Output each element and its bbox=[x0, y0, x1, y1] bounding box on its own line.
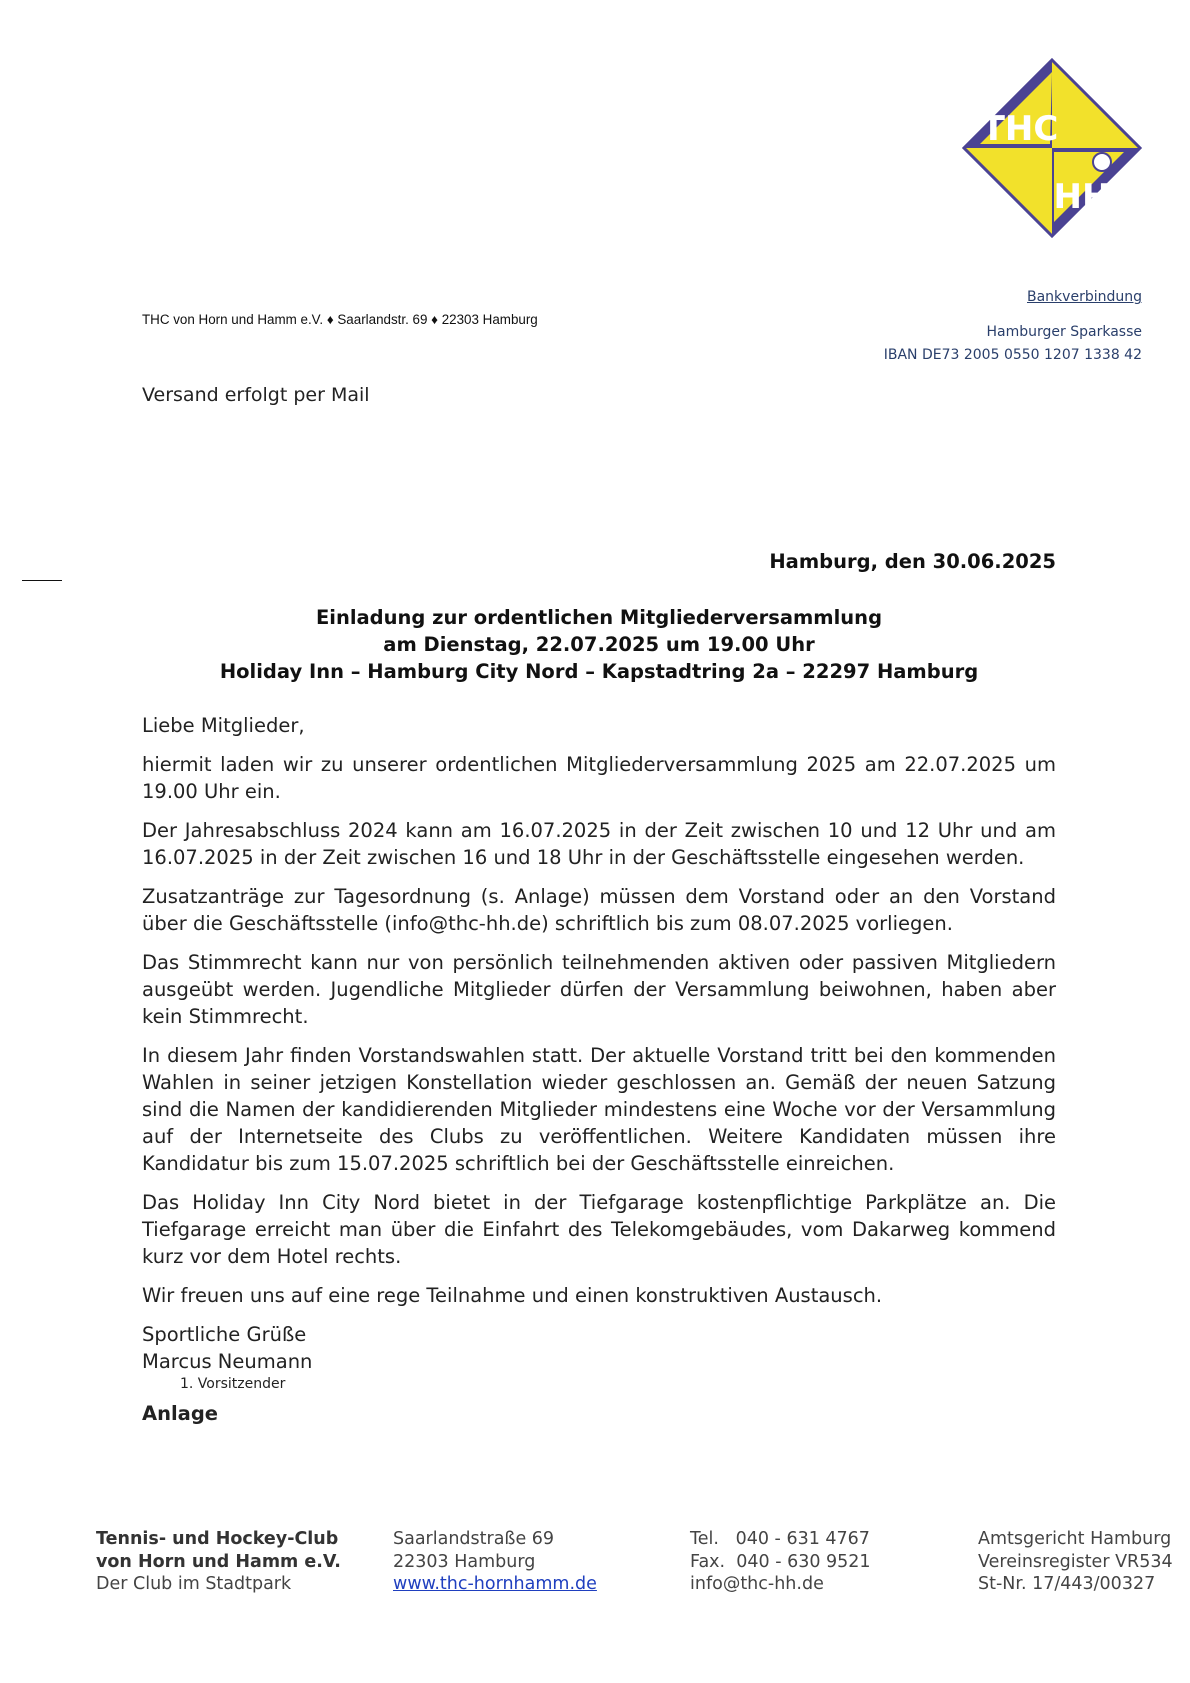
paragraph-invitation: hiermit laden wir zu unserer ordentlichen Mitgliederversammlung 2025 am 22.07.2025 um 19.00 Uhr ein. bbox=[142, 753, 1056, 803]
footer-address bbox=[393, 1528, 597, 1596]
footer-club-name bbox=[96, 1528, 341, 1596]
footer-court: Amtsgericht Hamburg bbox=[978, 1529, 1172, 1549]
footer-city: 22303 Hamburg bbox=[393, 1551, 536, 1572]
footer-club-line-1: Tennis- und Hockey-Club bbox=[96, 1529, 339, 1549]
footer-phone: Tel. 040 - 631 4767 bbox=[690, 1529, 870, 1549]
fold-mark bbox=[22, 580, 62, 581]
thc-hh-logo-icon bbox=[962, 58, 1142, 238]
bank-iban: IBAN DE73 2005 0550 1207 1338 42 bbox=[883, 347, 1142, 363]
bank-heading: Bankverbindung bbox=[1027, 289, 1142, 305]
signatory-name: Marcus Neumann bbox=[142, 1350, 313, 1373]
title-line-1: Einladung zur ordentlichen Mitgliederversammlung bbox=[315, 606, 883, 629]
attachment-label: Anlage bbox=[142, 1402, 219, 1425]
footer-registry bbox=[978, 1528, 1173, 1596]
sender-address-line: THC von Horn und Hamm e.V. ♦ Saarlandstr. 69 ♦ 22303 Hamburg bbox=[142, 312, 538, 327]
title-line-2: am Dienstag, 22.07.2025 um 19.00 Uhr bbox=[383, 633, 815, 656]
letter-body bbox=[142, 712, 1056, 1427]
signatory-role: 1. Vorsitzender bbox=[180, 1376, 286, 1392]
greeting: Liebe Mitglieder, bbox=[142, 714, 305, 737]
bank-name: Hamburger Sparkasse bbox=[986, 324, 1142, 340]
closing-salutation: Sportliche Grüße bbox=[142, 1323, 307, 1346]
footer-club-line-2: von Horn und Hamm e.V. bbox=[96, 1551, 341, 1572]
paragraph-motions: Zusatzanträge zur Tagesordnung (s. Anlage) müssen dem Vorstand oder an den Vorstand über die Geschäftsstelle (info@thc-hh.de) schriftlich bis zum 08.07.2025 vorliegen. bbox=[142, 885, 1056, 935]
ball-icon bbox=[1093, 153, 1111, 171]
footer-fax: Fax. 040 - 630 9521 bbox=[690, 1551, 871, 1572]
footer-club-slogan: Der Club im Stadtpark bbox=[96, 1574, 292, 1594]
paragraph-annual-statement: Der Jahresabschluss 2024 kann am 16.07.2025 in der Zeit zwischen 10 und 12 Uhr und am 16.07.2025 in der Zeit zwischen 16 und 18 Uhr in der Geschäftsstelle eingesehen werden. bbox=[142, 819, 1056, 869]
logo-text-thc: THC bbox=[981, 109, 1059, 149]
bank-details bbox=[884, 286, 1142, 367]
dispatch-note: Versand erfolgt per Mail bbox=[142, 384, 370, 406]
club-logo bbox=[962, 58, 1142, 238]
paragraph-parking: Das Holiday Inn City Nord bietet in der Tiefgarage kostenpflichtige Parkplätze an. Die Tiefgarage erreicht man über die Einfahrt des Telekomgebäudes, vom Dakarweg kommend kurz vor dem Hotel rechts. bbox=[142, 1191, 1056, 1268]
footer-tax-number: St-Nr. 17/443/00327 bbox=[978, 1574, 1156, 1594]
paragraph-elections: In diesem Jahr finden Vorstandswahlen statt. Der aktuelle Vorstand tritt bei den kommenden Wahlen in seiner jetzigen Konstellation wieder geschlossen an. Gemäß der neuen Satzung sind die Namen der kandidierenden Mitglieder mindestens eine Woche vor der Versammlung auf der Internetseite des Clubs zu veröffentlichen. Weitere Kandidaten müssen ihre Kandidatur bis zum 15.07.2025 schriftlich bei der Geschäftsstelle einreichen. bbox=[142, 1044, 1056, 1175]
paragraph-closing: Wir freuen uns auf eine rege Teilnahme und einen konstruktiven Austausch. bbox=[142, 1284, 883, 1307]
footer-email: info@thc-hh.de bbox=[690, 1574, 824, 1594]
invitation-title bbox=[142, 604, 1056, 685]
footer-website-link[interactable]: www.thc-hornhamm.de bbox=[393, 1574, 597, 1594]
paragraph-voting-rights: Das Stimmrecht kann nur von persönlich teilnehmenden aktiven oder passiven Mitgliedern ausgeübt werden. Jugendliche Mitglieder dürfen der Versammlung beiwohnen, haben aber kein Stimmrecht. bbox=[142, 951, 1056, 1028]
footer-register: Vereinsregister VR534 bbox=[978, 1551, 1173, 1572]
footer-contact bbox=[690, 1528, 871, 1596]
title-line-3: Holiday Inn – Hamburg City Nord – Kapstadtring 2a – 22297 Hamburg bbox=[219, 660, 979, 683]
letter-date: Hamburg, den 30.06.2025 bbox=[769, 550, 1056, 573]
footer-street: Saarlandstraße 69 bbox=[393, 1529, 555, 1549]
logo-text-hh: HH bbox=[1053, 177, 1111, 217]
